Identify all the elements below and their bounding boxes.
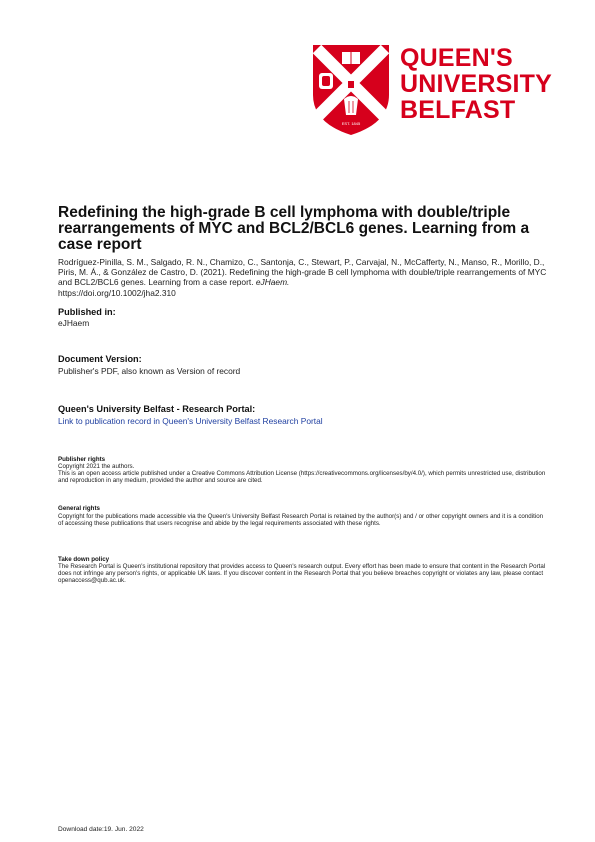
wordmark-line-3: BELFAST [400, 96, 516, 124]
download-date: Download date:19. Jun. 2022 [58, 826, 144, 833]
published-in-value: eJHaem [58, 318, 90, 328]
book-icon [342, 52, 360, 64]
est-label: EST. 1845 [341, 121, 361, 126]
publication-title: Redefining the high-grade B cell lymphoma with double/triple rearrangements of MYC and BCL2/BCL6 genes. Learning from a case report [58, 204, 530, 253]
document-version-value: Publisher's PDF, also known as Version of record [58, 366, 241, 376]
take-down-heading: Take down policy [58, 556, 110, 563]
university-crest-logo [311, 43, 391, 137]
research-portal-heading: Queen's University Belfast - Research Portal: [58, 404, 256, 414]
harp-icon [344, 96, 358, 115]
take-down-body: The Research Portal is Queen's institutional repository that provides access to Queen's research output. Every effort has been made to ensure that content in the Research Portal does not infringe any person's rights, or applicable UK laws. If you discover content in the Research Portal that you believe breaches copyright or violates any law, please contact openaccess@qub.ac.uk. [58, 563, 546, 585]
general-rights-body: Copyright for the publications made accessible via the Queen's University Belfast Research Portal is retained by the author(s) and / or other copyright owners and it is a condition of accessing these publications that users recognise and abide by the legal requirements associated with these rights. [58, 513, 544, 528]
publisher-rights-body [58, 463, 548, 485]
university-wordmark [400, 45, 552, 123]
document-version-heading: Document Version: [58, 354, 142, 364]
published-in-heading: Published in: [58, 307, 116, 317]
wordmark-line-2: UNIVERSITY [400, 70, 553, 98]
research-portal-link[interactable]: Link to publication record in Queen's University Belfast Research Portal [58, 416, 323, 426]
citation-text: Rodríguez-Pinilla, S. M., Salgado, R. N., Chamizo, C., Santonja, C., Stewart, P., Carvajal, N., McCafferty, N., Manso, R., Morillo, D., Piris, M. Á., & González de Castro, D. (2021). Redefining the high-grade B cell lymphoma with double/triple rearrangements of MYC and BCL2/BCL6 genes. Learning from a case report. [58, 257, 547, 288]
publisher-rights-line-1: Copyright 2021 the authors. [58, 463, 135, 470]
red-hand-icon [319, 73, 333, 89]
citation-doi: https://doi.org/10.1002/jha2.310 [58, 287, 176, 298]
citation-journal: eJHaem. [255, 277, 290, 288]
general-rights-heading: General rights [58, 505, 100, 512]
publisher-rights-line-2: This is an open access article published under a Creative Commons Attribution License (https://creativecommons.org/licenses/by/4.0/), which permits unrestricted use, distribution and reproduction in any medium, provided the author and source are cited. [58, 470, 546, 485]
citation [58, 257, 558, 298]
castle-icon [344, 76, 358, 88]
publisher-rights-heading: Publisher rights [58, 456, 106, 463]
wordmark-line-1: QUEEN'S [400, 44, 513, 72]
